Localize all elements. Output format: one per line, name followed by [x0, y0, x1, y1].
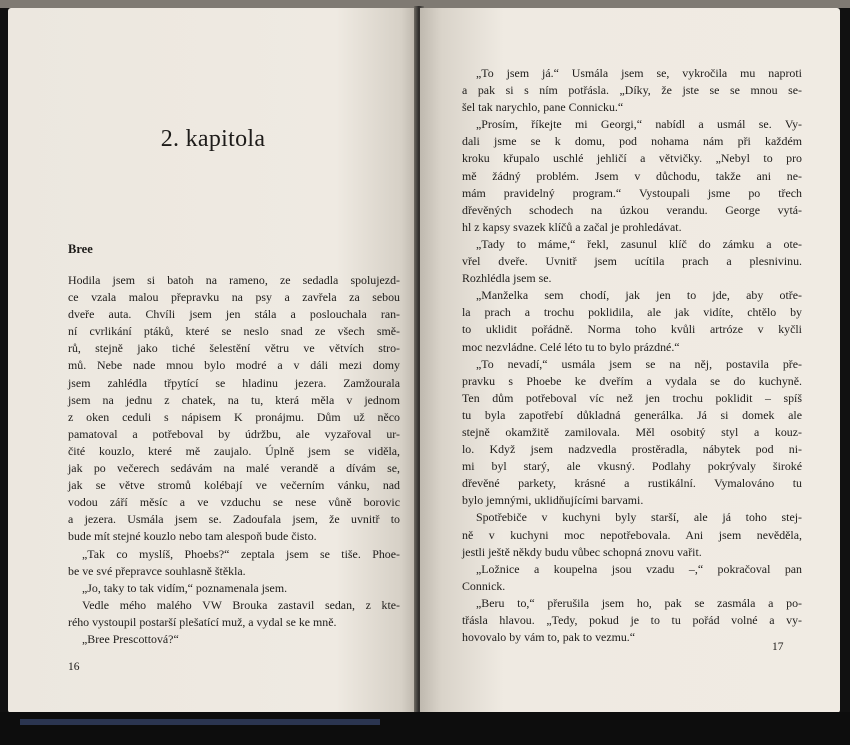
text-line: „Ložnice a koupelna jsou vzadu –,“ pokračoval pan — [476, 561, 802, 576]
text-line: a jezera. Usmála jsem se. Zadoufala jsem, že uvnitř to — [68, 512, 400, 527]
text-line: dveře auta. Chvíli jsem jen stála a poslouchala ran- — [68, 307, 400, 322]
text-line: hl z kapsy svazek klíčů a začal je prohledávat. — [462, 219, 682, 234]
text-line: „Tak co myslíš, Phoebs?“ zeptala jsem se tiše. Phoe- — [82, 546, 400, 561]
text-line: vřel dveře. Uvnitř jsem ucítila prach a plesnivinu. — [462, 254, 802, 269]
text-line: „To nevadí,“ usmála jsem se na něj, postavila pře- — [476, 356, 802, 371]
top-edge — [0, 0, 850, 8]
book-edge-band — [20, 719, 380, 725]
text-line: pamatoval a potřeboval by údržbu, ale vyzařoval ur- — [68, 426, 400, 441]
text-line: jestli ještě někdy budu vůbec schopná znovu vařit. — [462, 544, 702, 559]
text-line: Spotřebiče v kuchyni byly starší, ale já toho stej- — [476, 510, 802, 525]
text-line: dřevěných schodech na úzkou verandu. George vytá- — [462, 202, 802, 217]
chapter-title: 2. kapitola — [160, 126, 266, 152]
text-line: jsem zahlédla třpytící se hladinu jezera. Zamžourala — [68, 375, 400, 390]
text-line: mám pravidelný program.“ Vystoupali jsme po třech — [462, 185, 802, 200]
text-line: lo. Když jsem nadzvedla prostěradla, nábytek pod ni- — [462, 442, 802, 457]
text-line: Vedle mého malého VW Brouka zastavil sedan, z kte- — [82, 597, 400, 612]
text-line: Hodila jsem si batoh na rameno, ze sedadla spolujezd- — [68, 273, 400, 287]
section-heading: Bree — [68, 242, 93, 256]
text-line: kroku křupalo uschlé jehličí a větvičky. „Nebyl to pro — [462, 151, 802, 166]
text-line: pravku s Phoebe ke dveřím a vydala se do kuchyně. — [462, 373, 802, 388]
text-line: „Prosím, říkejte mi Georgi,“ nabídl a usmál se. Vy- — [476, 117, 802, 132]
text-line: „Beru to,“ přerušila jsem ho, pak se zasmála a po- — [476, 595, 802, 610]
text-line: mě žádný problém. Jsem v důchodu, takže ani ne- — [462, 168, 802, 183]
right-page — [420, 8, 840, 713]
text-line: Connick. — [462, 578, 506, 593]
text-line: bude mít stejné kouzlo nebo tam alespoň bude čisto. — [68, 529, 317, 544]
text-line: z oken ceduli s nápisem K pronájmu. Dům už něco — [68, 409, 400, 424]
text-line: tu byla zapotřebí důkladná generálka. Já si domek ale — [462, 407, 802, 422]
text-line: jak po večerech sedávám na malé verandě a dívám se, — [68, 461, 400, 476]
text-line: Rozhlédla jsem se. — [462, 271, 552, 286]
text-line: třásla hlavou. „Tedy, pokud je to tu pořád volné a vy- — [462, 613, 802, 627]
text-line: ní cvrlikání ptáků, které se neslo snad ze všech smě- — [68, 324, 400, 339]
text-line: be ve své přepravce souhlasně štěkla. — [68, 563, 246, 578]
text-line: šel tak narychlo, pane Connicku.“ — [462, 100, 624, 115]
text-line: mů. Nebe nade mnou bylo modré a v dáli mezi domy — [68, 358, 400, 373]
text-line: la prach a trochu poklidila, ale jak vidíte, chtělo by — [462, 305, 802, 320]
text-line: Ten dům potřeboval víc než jen trochu poklidit – spíš — [462, 390, 802, 405]
page-number-left: 16 — [68, 661, 80, 673]
text-line: „Bree Prescottová?“ — [82, 631, 179, 646]
text-line: „Manželka sem chodí, jak jen to jde, aby otře- — [476, 288, 802, 303]
text-line: to uklidit pořádně. Norma toho kvůli artróze v kyčli — [462, 322, 802, 337]
right-body-text — [462, 65, 802, 646]
left-body-text — [68, 272, 400, 648]
text-line: dřevěné parkety, krásné a rustikální. Vymalováno tu — [462, 476, 802, 491]
text-line: bylo jemnými, uklidňujícími barvami. — [462, 493, 644, 508]
text-line: rů, stejně jako tiché šelestění větru ve větvích stro- — [68, 341, 400, 356]
page-number-right: 17 — [772, 641, 784, 653]
text-line: ně v kuchyni moc nepotřebovala. Ani jsem nevěděla, — [462, 527, 802, 542]
text-line: a pak si s ním potřásla. „Díky, že jste se se mnou se- — [462, 83, 802, 98]
text-line: čité kouzlo, které mě zaujalo. Úplně jsem se viděla, — [68, 443, 400, 458]
text-line: moc nezvládne. Celé léto tu to bylo prázdné.“ — [462, 339, 680, 354]
text-line: hovovalo by vám to, pak to vezmu.“ — [462, 630, 636, 645]
text-line: stejně okamžitě zamilovala. Měl osobitý styl a kouz- — [462, 424, 802, 439]
text-line: vodou září měsíc a ve vzduchu se nese vůně borovic — [68, 495, 400, 510]
left-page — [8, 8, 418, 713]
text-line: „To jsem já.“ Usmála jsem se, vykročila mu naproti — [476, 66, 802, 80]
bottom-edge — [0, 712, 850, 745]
text-line: „Jo, taky to tak vidím,“ poznamenala jsem. — [82, 580, 288, 595]
text-line: ce vzala malou přepravku na psy a zavřela za sebou — [68, 290, 400, 305]
text-line: dali jsme se k domu, pod nohama nám při každém — [462, 134, 802, 149]
text-line: „Tady to máme,“ řekl, zasunul klíč do zámku a ote- — [476, 236, 802, 251]
text-line: jsem na jednu z chatek, na tu, která měla v jednom — [68, 392, 400, 407]
text-line: jak se větve stromů kolébají ve večerním vánku, nad — [68, 478, 400, 493]
text-line: mi byl starý, ale vkusný. Podlahy pokrývaly široké — [462, 459, 802, 474]
text-line: rého vystoupil postarší plešatící muž, a vydal se ke mně. — [68, 614, 337, 629]
